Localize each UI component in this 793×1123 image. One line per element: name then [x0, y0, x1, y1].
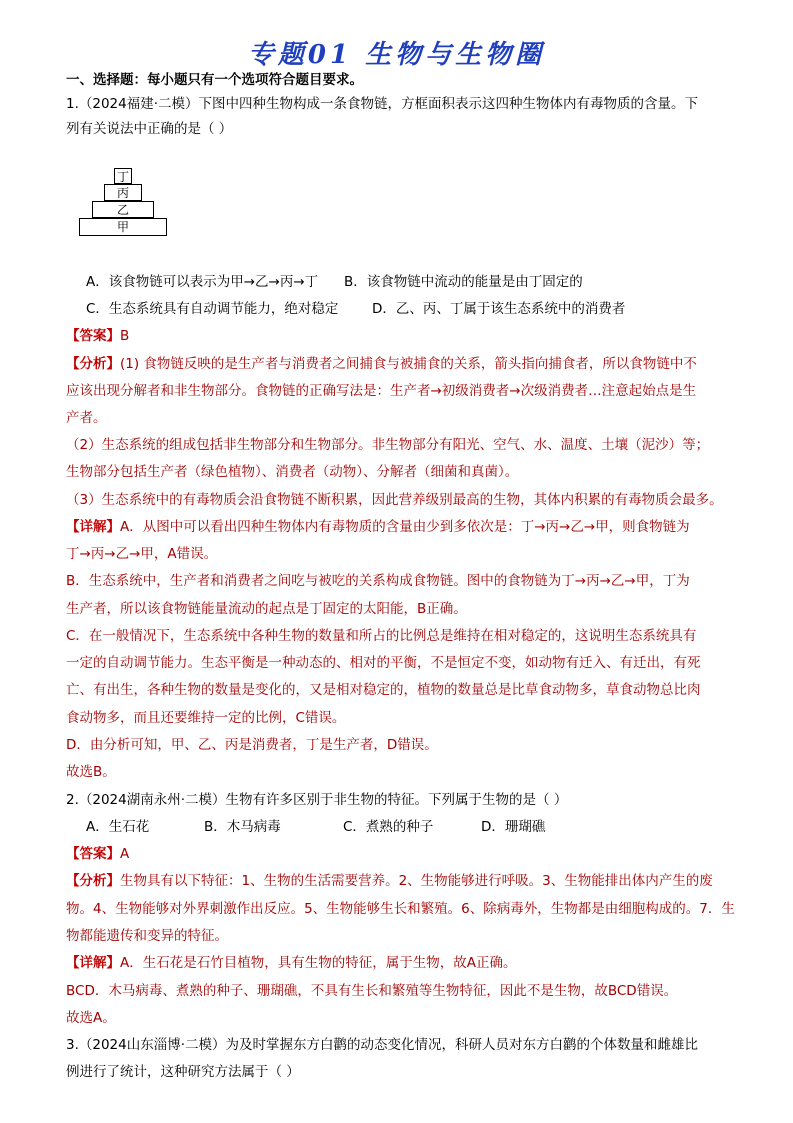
q2-analysis-2: 物。4、生物能够对外界刺激作出反应。5、生物能够生长和繁殖。6、除病毒外，生物都是由细胞构成的。7．生	[66, 901, 735, 917]
q2-option-a: A．生石花	[86, 819, 150, 835]
q1-conclusion: 故选B。	[66, 764, 116, 780]
q2-detail-1	[66, 954, 516, 972]
q1-answer	[66, 327, 129, 345]
q1-analysis-1b: 应该出现分解者和非生物部分。食物链的正确写法是：生产者→初级消费者→次级消费者…注意起始点是生	[66, 383, 697, 399]
answer-tag: 【答案】	[66, 328, 120, 344]
q1-detail-c1: C．在一般情况下，生态系统中各种生物的数量和所占的比例总是维持在相对稳定的，这说明生态系统具有	[66, 628, 697, 644]
q2-option-b: B．木马病毒	[204, 819, 281, 835]
q1-detail-c2: 一定的自动调节能力。生态平衡是一种动态的、相对的平衡，不是恒定不变，如动物有迁入、有迁出，有死	[66, 655, 701, 671]
q1-option-c: C．生态系统具有自动调节能力，绝对稳定	[86, 301, 339, 317]
analysis-tag: 【分析】	[66, 873, 120, 889]
answer-value: A	[120, 846, 130, 862]
answer-value: B	[120, 328, 130, 344]
q2-stem: 2.（2024湖南永州·二模）生物有许多区别于非生物的特征。下列属于生物的是（ ）	[66, 792, 568, 808]
q1-detail-a1	[66, 518, 690, 536]
q3-stem-line1: 3.（2024山东淄博·二模）为及时掌握东方白鹳的动态变化情况，科研人员对东方白鹳的个体数量和雌雄比	[66, 1037, 699, 1053]
pyramid-level-jia: 甲	[79, 218, 167, 236]
answer-tag: 【答案】	[66, 846, 120, 862]
pyramid-level-ding: 丁	[114, 168, 132, 184]
q3-stem-line2: 例进行了统计，这种研究方法属于（ ）	[66, 1064, 300, 1080]
q1-detail-d: D．由分析可知，甲、乙、丙是消费者，丁是生产者，D错误。	[66, 737, 438, 753]
q2-detail-2: BCD．木马病毒、煮熟的种子、珊瑚礁，不具有生长和繁殖等生物特征，因此不是生物，故BCD错误。	[66, 983, 678, 999]
analysis-text: (1) 食物链反映的是生产者与消费者之间捕食与被捕食的关系，箭头指向捕食者，所以食物链中不	[120, 356, 697, 372]
q1-analysis-2a: （2）生态系统的组成包括非生物部分和生物部分。非生物部分有阳光、空气、水、温度、土壤（泥沙）等；	[66, 437, 710, 453]
q1-option-a: A．该食物链可以表示为甲→乙→丙→丁	[86, 274, 319, 290]
q2-option-d: D．珊瑚礁	[481, 819, 546, 835]
q2-option-c: C．煮熟的种子	[343, 819, 434, 835]
q1-analysis-3: （3）生态系统中的有毒物质会沿食物链不断积累，因此营养级别最高的生物，其体内积累的有毒物质会最多。	[66, 492, 723, 508]
page-title: 专题01 生物与生物圈	[247, 40, 546, 70]
pyramid-level-yi: 乙	[92, 201, 154, 218]
q1-stem-line1: 1.（2024福建·二模）下图中四种生物构成一条食物链，方框面积表示这四种生物体内有毒物质的含量。下	[66, 96, 699, 112]
q2-answer	[66, 845, 129, 863]
analysis-tag: 【分析】	[66, 356, 120, 372]
q1-analysis-1a	[66, 355, 697, 373]
detail-text: A．从图中可以看出四种生物体内有毒物质的含量由少到多依次是：丁→丙→乙→甲，则食物链为	[120, 519, 690, 535]
q1-detail-b1: B．生态系统中，生产者和消费者之间吃与被吃的关系构成食物链。图中的食物链为丁→丙→乙→甲，丁为	[66, 573, 690, 589]
q1-option-d: D．乙、丙、丁属于该生态系统中的消费者	[372, 301, 626, 317]
q1-stem-line2: 列有关说法中正确的是（ ）	[66, 121, 233, 137]
q2-analysis-1	[66, 872, 713, 890]
detail-tag: 【详解】	[66, 955, 120, 971]
detail-tag: 【详解】	[66, 519, 120, 535]
q1-analysis-2b: 生物部分包括生产者（绿色植物）、消费者（动物）、分解者（细菌和真菌）。	[66, 464, 519, 480]
pyramid-level-bing: 丙	[104, 184, 142, 201]
q1-detail-c3: 亡、有出生，各种生物的数量是变化的，又是相对稳定的，植物的数量总是比草食动物多，草食动物总比肉	[66, 682, 701, 698]
q1-detail-c4: 食动物多，而且还要维持一定的比例，C错误。	[66, 710, 346, 726]
detail-text: A．生石花是石竹目植物，具有生物的特征，属于生物，故A正确。	[120, 955, 517, 971]
q1-detail-a2: 丁→丙→乙→甲，A错误。	[66, 546, 218, 562]
analysis-text: 生物具有以下特征：1、生物的生活需要营养。2、生物能够进行呼吸。3、生物能排出体内产生的废	[120, 873, 713, 889]
q2-conclusion: 故选A。	[66, 1010, 116, 1026]
q1-option-b: B．该食物链中流动的能量是由丁固定的	[344, 274, 583, 290]
q1-detail-b2: 生产者，所以该食物链能量流动的起点是丁固定的太阳能，B正确。	[66, 601, 467, 617]
q1-analysis-1c: 产者。	[66, 410, 107, 426]
section-header: 一、选择题：每小题只有一个选项符合题目要求。	[66, 72, 363, 88]
q2-analysis-3: 物都能遗传和变异的特征。	[66, 928, 228, 944]
